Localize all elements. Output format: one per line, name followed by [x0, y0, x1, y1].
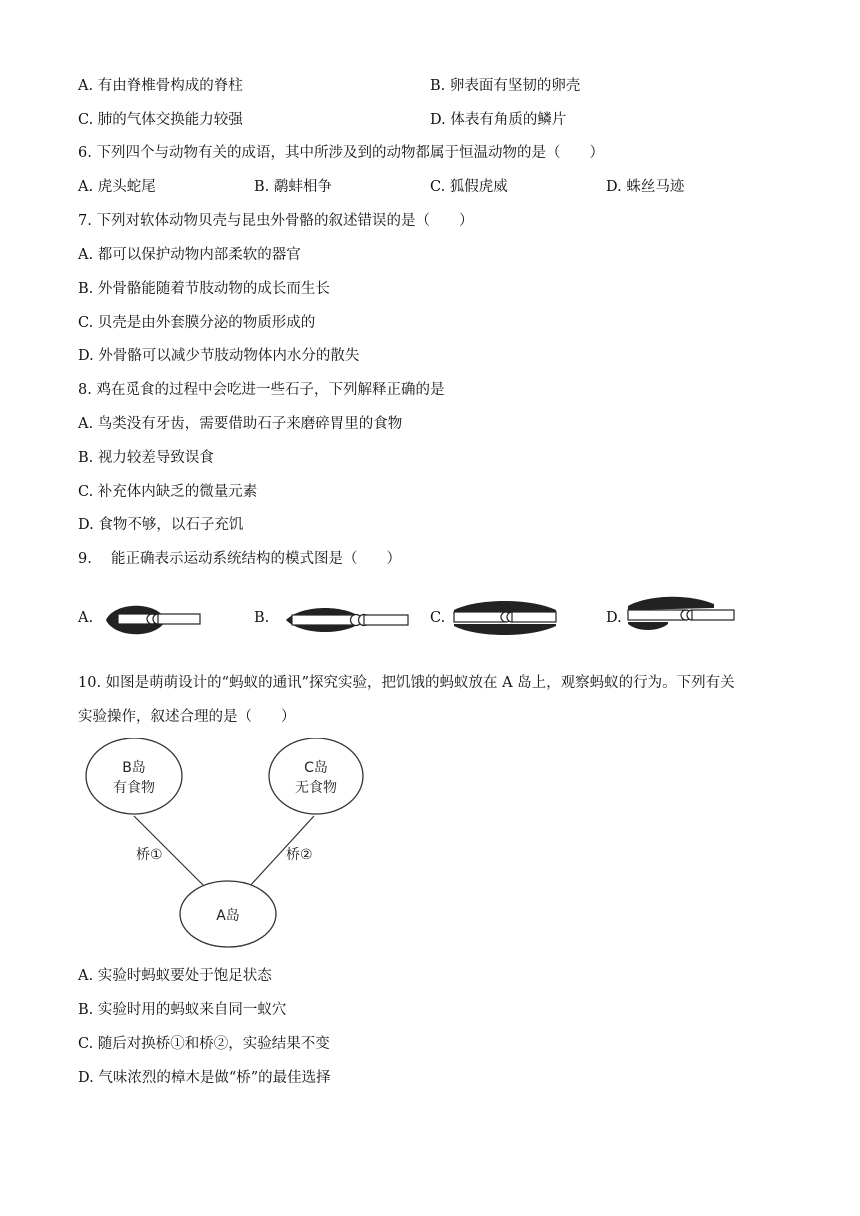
bridge-1-label: 桥① — [136, 847, 163, 863]
q7-option-d: D. 外骨骼可以减少节肢动物体内水分的散失 — [78, 348, 360, 364]
q9-label-b: B. — [254, 610, 270, 626]
island-c-name: C岛 — [304, 760, 328, 776]
q6-option-b: B. 鹬蚌相争 — [254, 179, 332, 195]
island-b-name: B岛 — [122, 760, 146, 776]
q8-option-d: D. 食物不够，以石子充饥 — [78, 517, 244, 533]
q6-option-a: A. 虎头蛇尾 — [78, 179, 156, 195]
island-c — [269, 738, 363, 814]
q9-label-a: A. — [78, 610, 94, 626]
q10-option-c: C. 随后对换桥①和桥②，实验结果不变 — [78, 1036, 330, 1052]
q9-figure-c — [448, 598, 562, 638]
q8-option-b: B. 视力较差导致误食 — [78, 450, 214, 466]
island-b-note: 有食物 — [113, 780, 155, 796]
q6-stem: 6. 下列四个与动物有关的成语，其中所涉及到的动物都属于恒温动物的是（ ） — [78, 145, 604, 161]
q10-stem-line2: 实验操作，叙述合理的是（ ） — [78, 709, 296, 725]
q9-stem: 9. 能正确表示运动系统结构的模式图是（ ） — [78, 551, 401, 567]
q8-option-a: A. 鸟类没有牙齿，需要借助石子来磨碎胃里的食物 — [78, 416, 403, 432]
q8-stem: 8. 鸡在觅食的过程中会吃进一些石子，下列解释正确的是 — [78, 382, 445, 398]
q9-figure-d — [624, 594, 738, 638]
q9-label-d: D. — [606, 610, 622, 626]
q9-figure-b — [282, 600, 412, 640]
q7-option-b: B. 外骨骼能随着节肢动物的成长而生长 — [78, 281, 330, 297]
q5-option-c: C. 肺的气体交换能力较强 — [78, 112, 243, 128]
q9-figure-a — [100, 598, 204, 642]
island-c-note: 无食物 — [295, 780, 337, 796]
q10-option-b: B. 实验时用的蚂蚁来自同一蚁穴 — [78, 1002, 287, 1018]
q5-option-b: B. 卵表面有坚韧的卵壳 — [430, 78, 581, 94]
ant-experiment-diagram — [78, 738, 378, 948]
q8-option-c: C. 补充体内缺乏的微量元素 — [78, 484, 258, 500]
q7-option-a: A. 都可以保护动物内部柔软的器官 — [78, 247, 301, 263]
island-b — [86, 738, 182, 814]
q5-option-d: D. 体表有角质的鳞片 — [430, 112, 567, 128]
bridge-2-label: 桥② — [286, 847, 313, 863]
q7-option-c: C. 贝壳是由外套膜分泌的物质形成的 — [78, 315, 316, 331]
q6-option-c: C. 狐假虎威 — [430, 179, 508, 195]
q10-option-d: D. 气味浓烈的樟木是做“桥”的最佳选择 — [78, 1070, 331, 1086]
q10-stem-line1: 10. 如图是萌萌设计的“蚂蚁的通讯”探究实验，把饥饿的蚂蚁放在 A 岛上，观察蚂蚁的行为。下列有关 — [78, 675, 735, 691]
q10-option-a: A. 实验时蚂蚁要处于饱足状态 — [78, 968, 272, 984]
q6-option-d: D. 蛛丝马迹 — [606, 179, 685, 195]
q5-option-a: A. 有由脊椎骨构成的脊柱 — [78, 78, 243, 94]
q7-stem: 7. 下列对软体动物贝壳与昆虫外骨骼的叙述错误的是（ ） — [78, 213, 474, 229]
q9-label-c: C. — [430, 610, 446, 626]
island-a-name: A岛 — [216, 908, 240, 924]
